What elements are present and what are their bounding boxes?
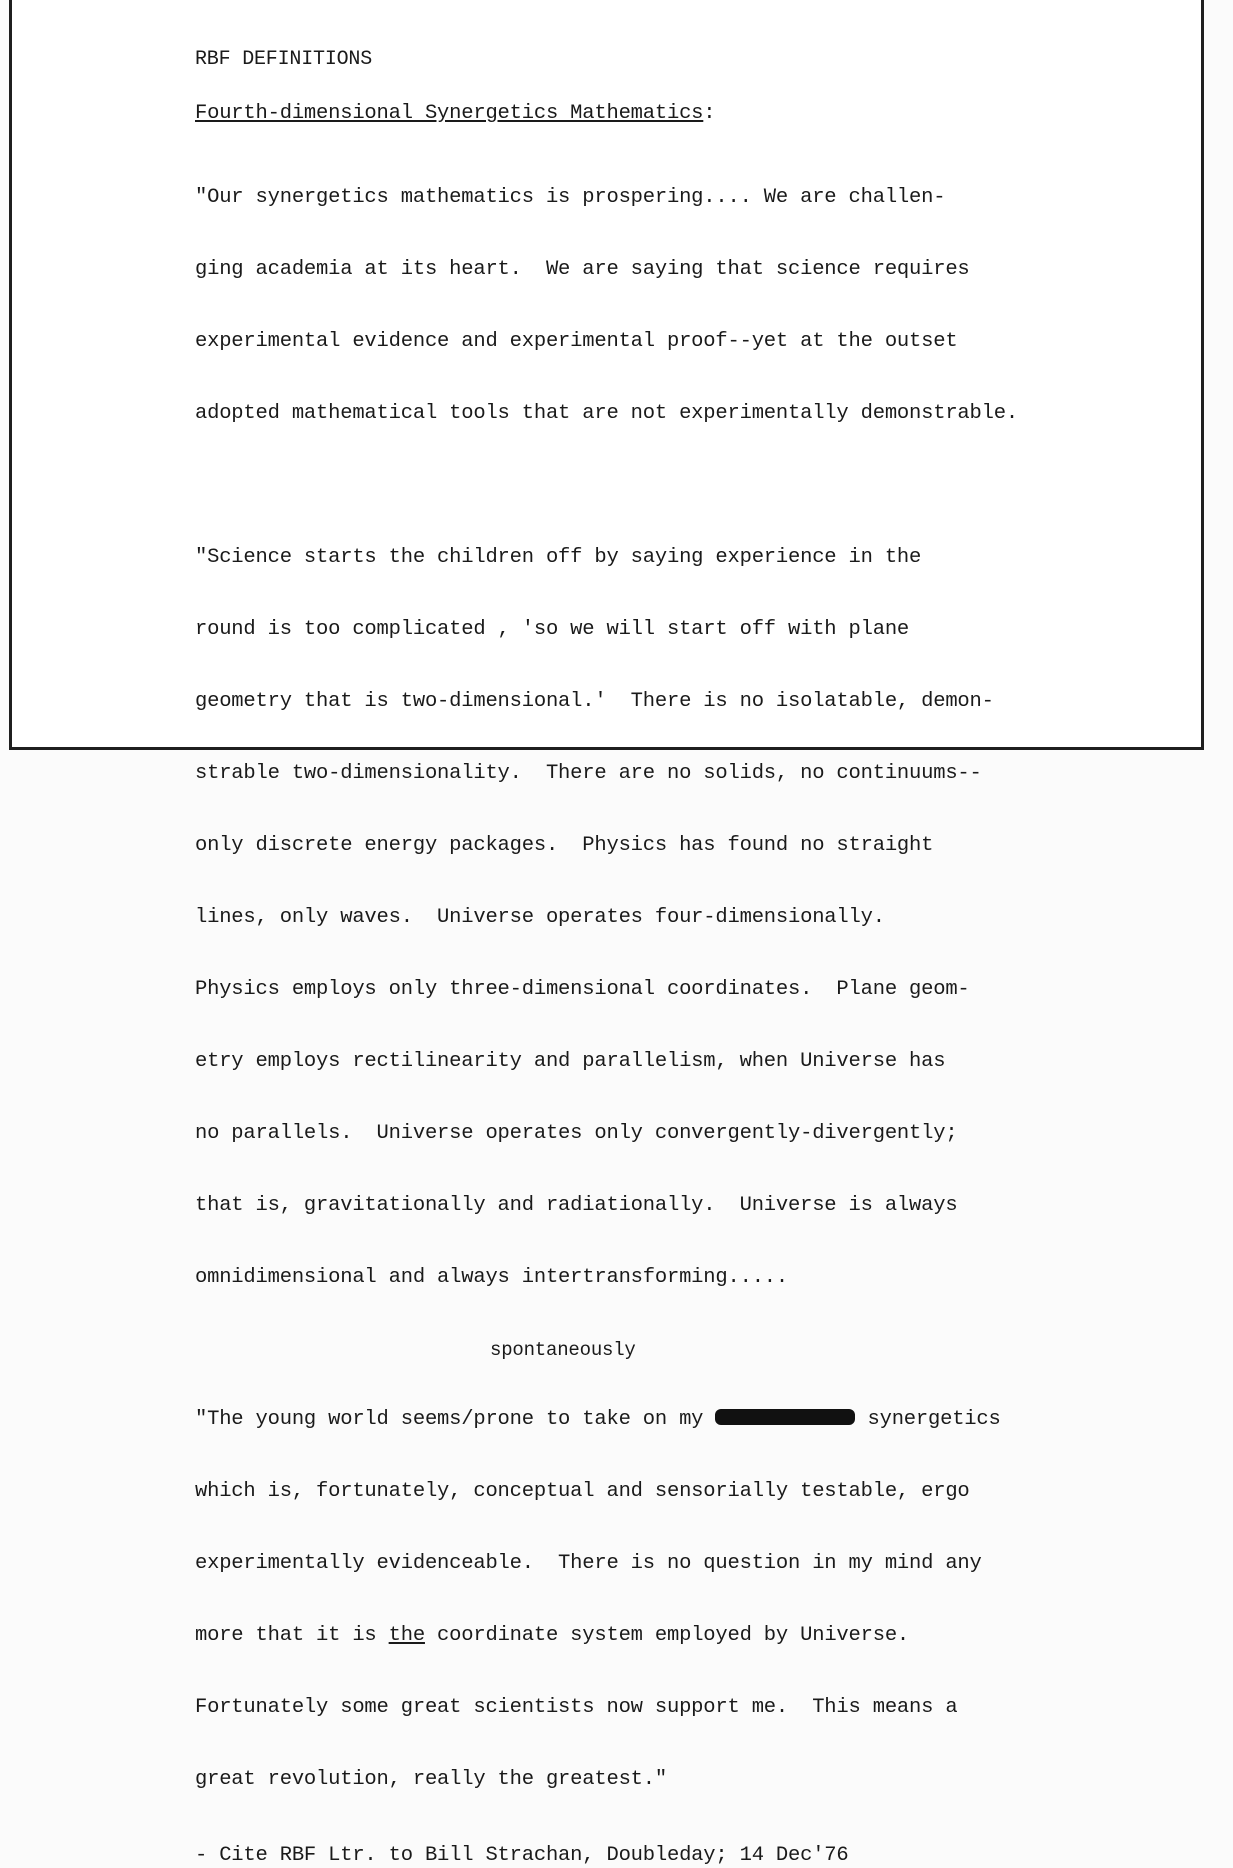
line-text: "The young world seems/prone to take on my [195,1408,716,1431]
paragraph-line [195,1408,1195,1432]
paragraph-line: "Our synergetics mathematics is prospering.... We are challen- [195,186,946,209]
document-card [9,0,1204,1867]
paragraph-line: experimental evidence and experimental proof--yet at the outset [195,330,958,353]
paragraph-1 [195,138,1195,474]
paragraph-line: that is, gravitationally and radiationally. Universe is always [195,1194,958,1217]
paragraph-line: lines, only waves. Universe operates four-dimensionally. [195,906,885,929]
document-heading: RBF DEFINITIONS [195,48,373,71]
paragraph-line: Physics employs only three-dimensional coordinates. Plane geom- [195,978,970,1001]
document-body [195,48,1195,1868]
subheading-colon: : [703,102,716,125]
paragraph-line: which is, fortunately, conceptual and sensorially testable, ergo [195,1480,970,1503]
line-text: synergetics [855,1408,1001,1431]
paragraph-line: adopted mathematical tools that are not experimentally demonstrable. [195,402,1018,425]
document-subheading [195,102,1195,126]
paragraph-line: "Science starts the children off by saying experience in the [195,546,922,569]
paragraph-line: no parallels. Universe operates only convergently-divergently; [195,1122,958,1145]
citation: - Cite RBF Ltr. to Bill Strachan, Doubleday; 14 Dec'76 [195,1844,849,1867]
paragraph-line: round is too complicated , 'so we will start off with plane [195,618,910,641]
paragraph-line: strable two-dimensionality. There are no solids, no continuums-- [195,762,982,785]
paragraph-line: Fortunately some great scientists now support me. This means a [195,1696,958,1719]
redaction-mark [715,1409,855,1425]
paragraph-line: geometry that is two-dimensional.' There is no isolatable, demon- [195,690,994,713]
paragraph-line: omnidimensional and always intertransforming..... [195,1266,788,1289]
paragraph-line: experimentally evidenceable. There is no question in my mind any [195,1552,982,1575]
paragraph-2 [195,498,1195,1338]
paragraph-line: only discrete energy packages. Physics has found no straight [195,834,934,857]
paragraph-3 [195,1360,1195,1840]
paragraph-line [195,1624,1195,1648]
emphasized-word: the [388,1624,425,1647]
line-text: coordinate system employed by Universe. [424,1624,910,1647]
paragraph-line: etry employs rectilinearity and parallelism, when Universe has [195,1050,946,1073]
subheading-text: Fourth-dimensional Synergetics Mathematics [195,102,704,125]
line-text: more that it is [195,1624,389,1647]
paragraph-line: great revolution, really the greatest." [195,1768,667,1791]
paragraph-line: ging academia at its heart. We are saying that science requires [195,258,970,281]
handwritten-insertion: spontaneously [490,1339,636,1361]
